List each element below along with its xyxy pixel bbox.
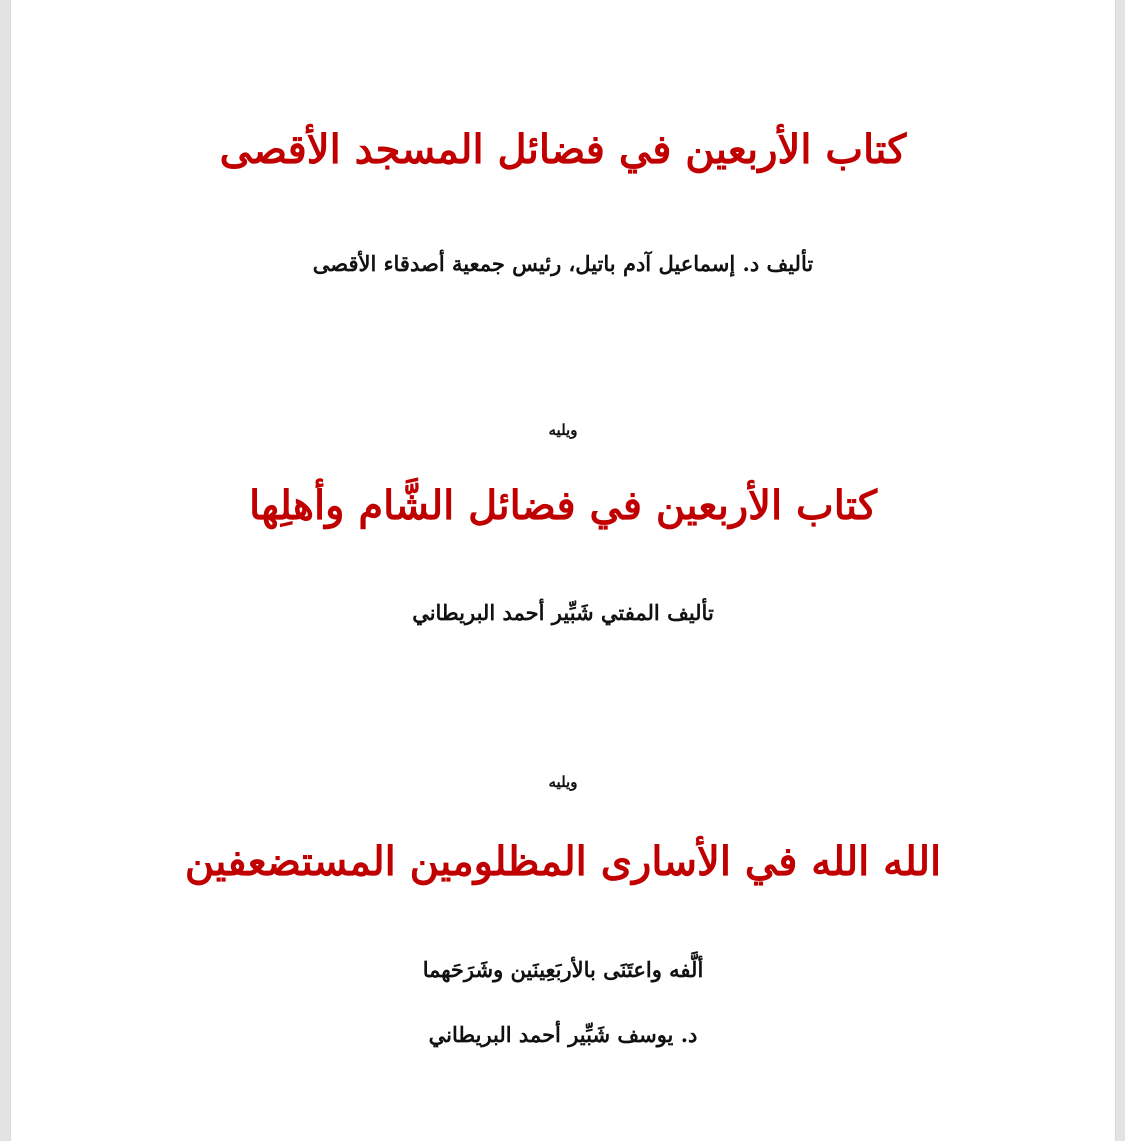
book2-title: كتاب الأربعين في فضائل الشَّام وأهلِها: [249, 482, 877, 529]
book3-title: الله الله في الأسارى المظلومين المستضعفين: [184, 838, 942, 885]
book3-author: د. يوسف شَبِّير أحمد البريطاني: [428, 1022, 698, 1047]
connector-1: ويليه: [548, 421, 578, 439]
connector-2: ويليه: [548, 773, 578, 791]
book1-author: تأليف د. إسماعيل آدم باتيل، رئيس جمعية أصدقاء الأقصى: [312, 251, 814, 276]
document-page: [11, 0, 1115, 1141]
book3-compiler-line: ألَّفه واعتَنَى بالأربَعِينَين وشَرَحَهما: [422, 957, 704, 982]
book1-title: كتاب الأربعين في فضائل المسجد الأقصى: [219, 126, 907, 173]
book2-author: تأليف المفتي شَبِّير أحمد البريطاني: [412, 600, 714, 625]
